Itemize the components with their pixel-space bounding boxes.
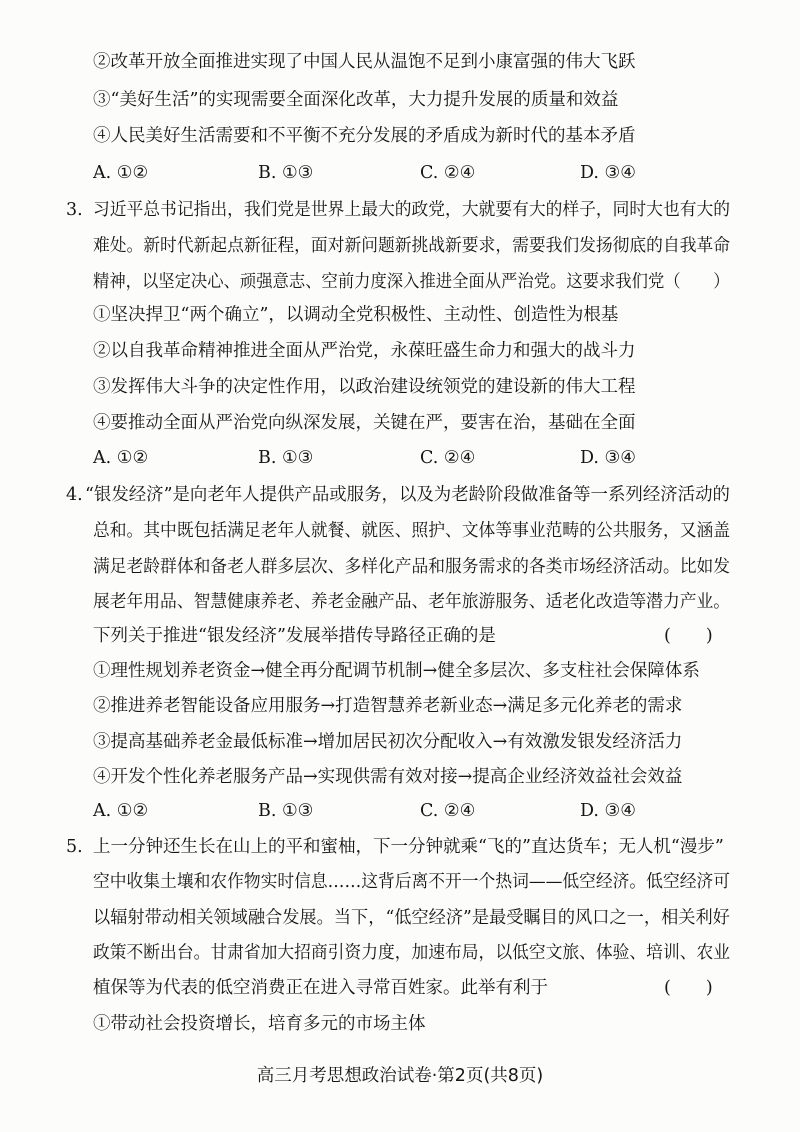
q4-option-c: C. ②④ <box>420 801 476 821</box>
q5-statement-1: ①带动社会投资增长，培育多元的市场主体 <box>93 1014 426 1034</box>
q4-stem-line-4: 展老年用品、智慧健康养老、养老金融产品、老年旅游服务、适老化改造等潜力产业。 <box>93 592 731 612</box>
q2-option-c: C. ②④ <box>420 163 476 183</box>
q3-option-a: A. ①② <box>93 448 149 468</box>
q2-option-a: A. ①② <box>93 163 149 183</box>
q4-stem-line-5: 下列关于推进“银发经济”发展举措传导路径正确的是 <box>93 626 496 646</box>
q3-option-c: C. ②④ <box>420 448 476 468</box>
q4-option-a: A. ①② <box>93 801 149 821</box>
q4-stem-line-1: “银发经济”是向老年人提供产品或服务，以及为老龄阶段做准备等一系列经济活动的 <box>85 485 730 505</box>
q3-statement-2: ②以自我革命精神推进全面从严治党，永葆旺盛生命力和强大的战斗力 <box>93 341 636 361</box>
q5-stem-line-3: 以辐射带动相关领域融合发展。当下，“低空经济”是最受瞩目的风口之一，相关利好 <box>93 908 730 928</box>
q2-option-d: D. ③④ <box>580 163 636 183</box>
q3-stem-line-2: 难处。新时代新起点新征程，面对新问题新挑战新要求，需要我们发扬彻底的自我革命 <box>93 236 731 256</box>
q3-stem-line-1: 习近平总书记指出，我们党是世界上最大的政党，大就要有大的样子，同时大也有大的 <box>93 200 731 220</box>
q4-statement-3: ③提高基础养老金最低标准→增加居民初次分配收入→有效激发银发经济活力 <box>93 732 683 752</box>
q5-stem-line-4: 政策不断出台。甘肃省加大招商引资力度，加速布局，以低空文旅、体验、培训、农业 <box>93 943 731 963</box>
page-footer: 高三月考思想政治试卷·第2页(共8页) <box>256 1066 544 1086</box>
q3-number: 3. <box>66 200 83 220</box>
q5-stem-line-5: 植保等为代表的低空消费正在进入寻常百姓家。此举有利于 <box>93 978 548 998</box>
q4-statement-2: ②推进养老智能设备应用服务→打造智慧养老新业态→满足多元化养老的需求 <box>93 696 683 716</box>
q3-statement-1: ①坚决捍卫“两个确立”，以调动全党积极性、主动性、创造性为根基 <box>93 305 619 325</box>
q5-stem-line-2: 空中收集土壤和农作物实时信息……这背后离不开一个热词——低空经济。低空经济可 <box>93 872 731 892</box>
q4-stem-line-3: 满足老龄群体和备老人群多层次、多样化产品和服务需求的各类市场经济活动。比如发 <box>93 557 731 577</box>
q3-option-d: D. ③④ <box>580 448 636 468</box>
q4-stem-line-2: 总和。其中既包括满足老年人就餐、就医、照护、文体等事业范畴的公共服务，又涵盖 <box>93 521 731 541</box>
q5-answer-bracket: ( ) <box>664 978 713 998</box>
q4-answer-bracket: ( ) <box>664 626 713 646</box>
q5-number: 5. <box>66 837 83 857</box>
q4-number: 4. <box>66 485 83 505</box>
q2-option-b: B. ①③ <box>258 163 314 183</box>
q4-statement-1: ①理性规划养老资金→健全再分配调节机制→健全多层次、多支柱社会保障体系 <box>93 661 700 681</box>
q4-statement-4: ④开发个性化养老服务产品→实现供需有效对接→提高企业经济效益社会效益 <box>93 767 683 787</box>
q3-stem-line-3: 精神，以坚定决心、顽强意志、空前力度深入推进全面从严治党。这要求我们党（ ） <box>93 272 730 292</box>
q5-stem-line-1: 上一分钟还生长在山上的平和蜜柚，下一分钟就乘“飞的”直达货车；无人机“漫步” <box>93 837 724 857</box>
q2-statement-4: ④人民美好生活需要和不平衡不充分发展的矛盾成为新时代的基本矛盾 <box>93 126 636 146</box>
q3-statement-4: ④要推动全面从严治党向纵深发展，关键在严，要害在治，基础在全面 <box>93 413 636 433</box>
q4-option-b: B. ①③ <box>258 801 314 821</box>
q2-statement-3: ③“美好生活”的实现需要全面深化改革，大力提升发展的质量和效益 <box>93 90 619 110</box>
q3-option-b: B. ①③ <box>258 448 314 468</box>
q3-statement-3: ③发挥伟大斗争的决定性作用，以政治建设统领党的建设新的伟大工程 <box>93 377 636 397</box>
q2-statement-2: ②改革开放全面推进实现了中国人民从温饱不足到小康富强的伟大飞跃 <box>93 52 636 72</box>
q4-option-d: D. ③④ <box>580 801 636 821</box>
